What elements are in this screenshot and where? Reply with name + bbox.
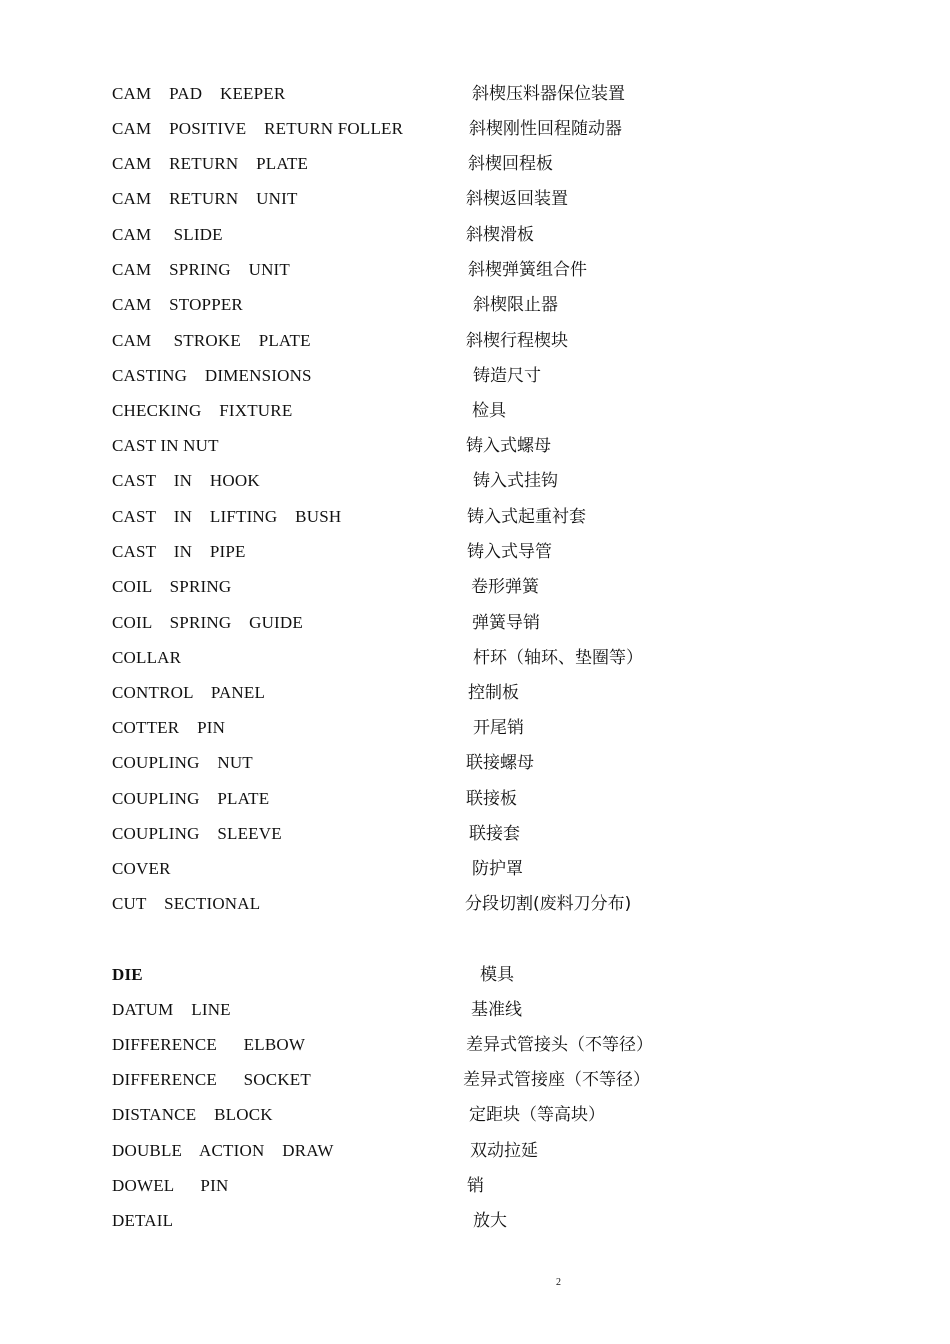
term-english: DIFFERENCE SOCKET: [112, 1070, 311, 1089]
term-english: CAM SPRING UNIT: [112, 260, 290, 279]
term-english: CONTROL PANEL: [112, 683, 266, 702]
term-chinese: 杆环（轴环、垫圈等）: [473, 648, 643, 668]
term-english: CAM SLIDE: [112, 225, 223, 244]
term-row: [0, 117, 950, 152]
term-row: [0, 399, 950, 434]
term-english: DOUBLE ACTION DRAW: [112, 1141, 334, 1160]
term-row: [0, 611, 950, 646]
term-chinese: 弹簧导销: [472, 613, 540, 633]
term-row: [0, 1209, 950, 1244]
term-english: CAST IN NUT: [112, 436, 219, 455]
term-row: [0, 1139, 950, 1174]
term-english: CAM RETURN PLATE: [112, 154, 309, 173]
term-english: COVER: [112, 859, 171, 878]
term-english: CAM STROKE PLATE: [112, 331, 311, 350]
term-row: [0, 434, 950, 469]
term-chinese: 检具: [472, 401, 506, 421]
term-row: [0, 1068, 950, 1103]
term-row: [0, 646, 950, 681]
term-row: [0, 1103, 950, 1138]
term-chinese: 双动拉延: [470, 1141, 538, 1161]
term-chinese: 差异式管接座（不等径）: [463, 1070, 650, 1090]
term-row: [0, 364, 950, 399]
term-english: CAM POSITIVE RETURN FOLLER: [112, 119, 404, 138]
term-english: DIFFERENCE ELBOW: [112, 1035, 306, 1054]
term-english: COIL SPRING: [112, 577, 232, 596]
term-chinese: 卷形弹簧: [471, 577, 539, 597]
term-english: CAST IN LIFTING BUSH: [112, 507, 342, 526]
term-row: [0, 505, 950, 540]
term-row: [0, 892, 950, 927]
term-chinese: 放大: [473, 1211, 507, 1231]
term-row: [0, 82, 950, 117]
term-english: CUT SECTIONAL: [112, 894, 261, 913]
term-english: DISTANCE BLOCK: [112, 1105, 273, 1124]
section-heading-row: [0, 963, 950, 998]
term-row: [0, 152, 950, 187]
term-english: COIL SPRING GUIDE: [112, 613, 303, 632]
term-row: [0, 293, 950, 328]
term-chinese: 铸入式起重衬套: [467, 507, 586, 527]
term-chinese: 斜楔回程板: [468, 154, 553, 174]
term-chinese: 联接螺母: [466, 753, 534, 773]
term-chinese: 控制板: [468, 683, 519, 703]
term-english: CAST IN HOOK: [112, 471, 260, 490]
term-chinese: 铸入式挂钩: [473, 471, 558, 491]
page-number: 2: [556, 1277, 561, 1288]
term-row: [0, 1174, 950, 1209]
term-row: [0, 469, 950, 504]
term-chinese: 销: [467, 1176, 484, 1196]
term-chinese: 斜楔滑板: [466, 225, 534, 245]
term-row: [0, 329, 950, 364]
term-row: [0, 751, 950, 786]
term-chinese: 斜楔刚性回程随动器: [469, 119, 622, 139]
term-row: [0, 258, 950, 293]
term-chinese: 差异式管接头（不等径）: [466, 1035, 653, 1055]
term-row: [0, 1033, 950, 1068]
term-chinese: 基准线: [471, 1000, 522, 1020]
term-chinese: 防护罩: [472, 859, 523, 879]
term-english: CAM PAD KEEPER: [112, 84, 286, 103]
term-english: CASTING DIMENSIONS: [112, 366, 312, 385]
term-chinese: 铸入式导管: [467, 542, 552, 562]
term-row: [0, 998, 950, 1033]
term-english: CAM STOPPER: [112, 295, 243, 314]
term-chinese: 联接板: [466, 789, 517, 809]
term-english: CAST IN PIPE: [112, 542, 246, 561]
term-english: COTTER PIN: [112, 718, 226, 737]
term-row: [0, 540, 950, 575]
term-english: COLLAR: [112, 648, 182, 667]
term-row: [0, 575, 950, 610]
term-row: [0, 187, 950, 222]
section-heading: DIE: [112, 965, 143, 984]
term-english: DOWEL PIN: [112, 1176, 229, 1195]
term-english: DATUM LINE: [112, 1000, 231, 1019]
term-chinese: 斜楔弹簧组合件: [468, 260, 587, 280]
term-row: [0, 681, 950, 716]
term-row: [0, 223, 950, 258]
term-row: [0, 857, 950, 892]
term-english: DETAIL: [112, 1211, 174, 1230]
term-row: [0, 822, 950, 857]
term-english: COUPLING NUT: [112, 753, 253, 772]
term-row: [0, 787, 950, 822]
term-chinese: 斜楔压料器保位装置: [472, 84, 625, 104]
term-chinese: 铸入式螺母: [466, 436, 551, 456]
term-english: COUPLING SLEEVE: [112, 824, 282, 843]
term-chinese: 开尾销: [473, 718, 524, 738]
term-english: COUPLING PLATE: [112, 789, 270, 808]
term-english: CAM RETURN UNIT: [112, 189, 298, 208]
term-row: [0, 716, 950, 751]
term-chinese: 斜楔限止器: [473, 295, 558, 315]
term-english: CHECKING FIXTURE: [112, 401, 293, 420]
term-chinese: 定距块（等高块）: [469, 1105, 605, 1125]
term-chinese: 模具: [480, 965, 514, 985]
term-chinese: 斜楔行程楔块: [466, 331, 568, 351]
term-chinese: 分段切割(废料刀分布): [465, 894, 632, 914]
term-chinese: 斜楔返回装置: [466, 189, 568, 209]
term-chinese: 联接套: [469, 824, 520, 844]
term-chinese: 铸造尺寸: [473, 366, 541, 386]
